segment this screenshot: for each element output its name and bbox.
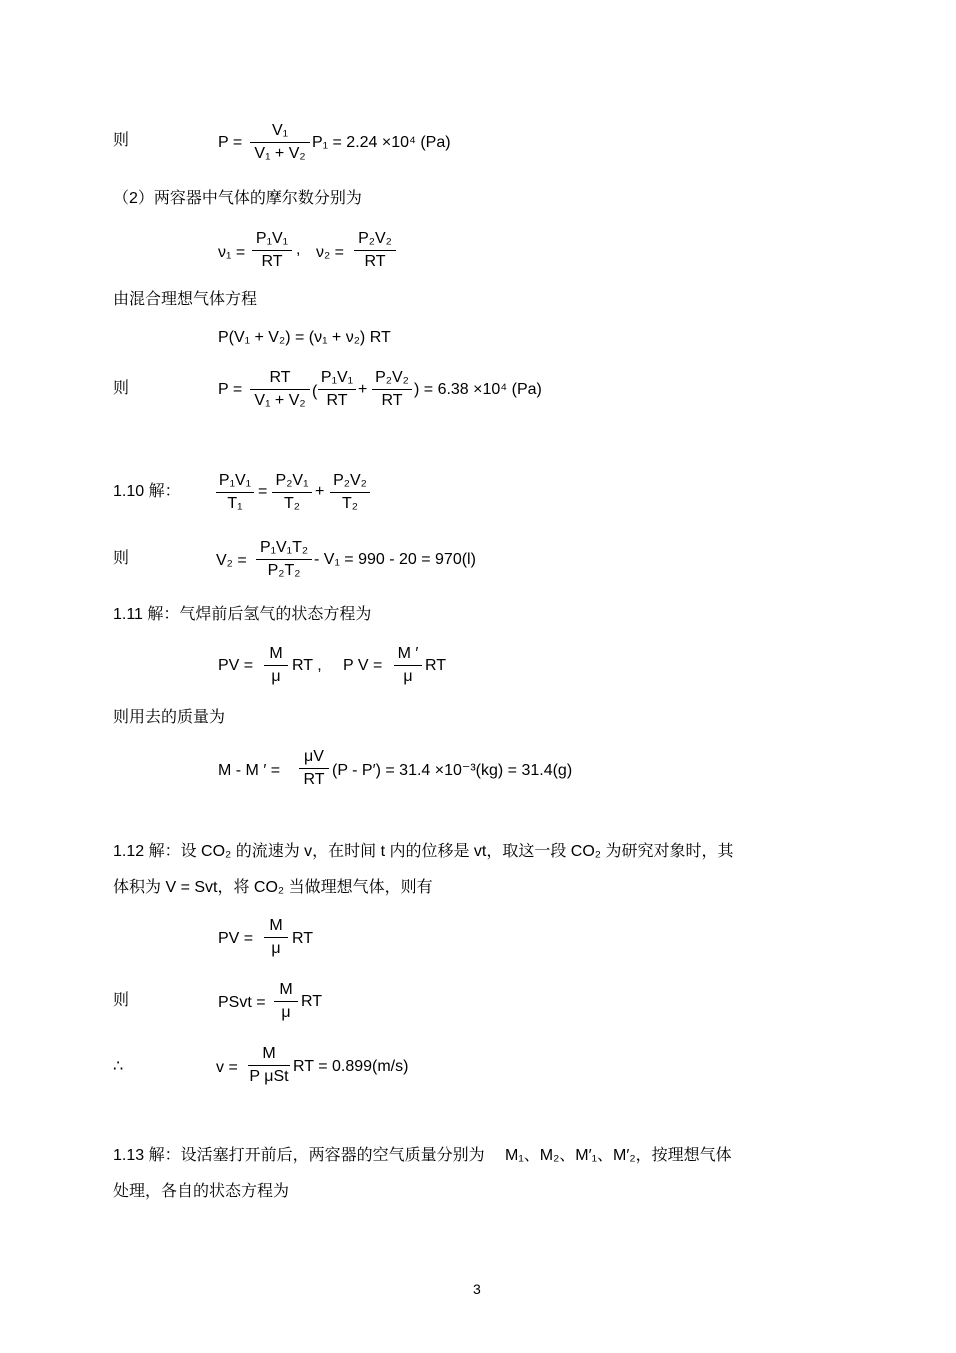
page-number: 3 [473, 1281, 481, 1297]
paragraph: 1.11 解：气焊前后氢气的状态方程为 [113, 606, 372, 623]
numerator: P₂V₁ [275, 472, 309, 489]
fraction [216, 470, 254, 515]
equation-rhs: P₁ = 2.24 ×10⁴ (Pa) [312, 134, 451, 151]
label-ze: 则 [113, 380, 130, 397]
numerator: P₂V₂ [375, 369, 409, 386]
paragraph: 处理，各自的状态方程为 [113, 1183, 290, 1200]
equation: P(V₁ + V₂) = (ν₁ + ν₂) RT [218, 329, 391, 346]
numerator: P₂V₂ [358, 230, 392, 247]
numerator: P₂V₂ [333, 472, 367, 489]
denominator: T₂ [342, 495, 358, 512]
operator: = [258, 483, 268, 500]
separator: , [296, 241, 301, 258]
equation-lhs: ν₂ = [316, 244, 344, 261]
fraction [299, 746, 329, 791]
denominator: V₁ + V₂ [254, 145, 306, 162]
equation-lhs: P = [218, 381, 243, 398]
fraction [250, 120, 310, 165]
denominator: T₁ [227, 495, 243, 512]
denominator: T₂ [284, 495, 300, 512]
operator: + [315, 483, 325, 500]
equation-lhs: V₂ = [216, 552, 247, 569]
equation-rhs: - V₁ = 990 - 20 = 970(l) [314, 551, 476, 568]
denominator: P μSt [249, 1068, 289, 1085]
equation-rhs: RT [292, 930, 314, 947]
numerator: P₁V₁T₂ [259, 539, 309, 556]
paragraph: 1.13 解：设活塞打开前后，两容器的空气质量分别为 M₁、M₂、M′₁、M′₂，按理想气体 [113, 1147, 732, 1164]
numerator: RT [269, 369, 291, 386]
denominator: RT [381, 392, 403, 409]
equation-lhs: PV = [218, 930, 254, 947]
equation-rhs: ) = 6.38 ×10⁴ (Pa) [414, 381, 542, 398]
operator: + [358, 381, 368, 398]
denominator: μ [271, 940, 281, 957]
equation-lhs: ν₁ = [218, 244, 246, 261]
numerator: M [269, 645, 283, 662]
fraction [248, 1043, 290, 1088]
paragraph: 体积为 V = Svt，将 CO₂ 当做理想气体，则有 [113, 879, 433, 896]
denominator: RT [364, 253, 386, 270]
therefore-symbol: ∴ [113, 1058, 124, 1075]
denominator: μ [281, 1004, 291, 1021]
equation-lhs: v = [216, 1059, 238, 1076]
fraction [274, 979, 298, 1024]
numerator: M [279, 981, 293, 998]
section-label: 1.10 解： [113, 483, 181, 500]
fraction [256, 537, 312, 582]
fraction [250, 367, 310, 412]
fraction [330, 470, 370, 515]
fraction [272, 470, 312, 515]
denominator: V₁ + V₂ [254, 392, 306, 409]
denominator: μ [403, 668, 413, 685]
numerator: μV [304, 748, 324, 765]
fraction [264, 915, 288, 960]
equation-lhs: PSvt = [218, 994, 266, 1011]
label-ze: 则 [113, 992, 130, 1009]
equation-lhs: P = [218, 134, 243, 151]
numerator: P₁V₁ [255, 230, 289, 247]
equation-rhs: RT = 0.899(m/s) [293, 1058, 409, 1075]
denominator: RT [326, 392, 348, 409]
label-ze: 则 [113, 132, 130, 149]
numerator: M [262, 1045, 276, 1062]
label-ze: 则 [113, 550, 130, 567]
numerator: P₁V₁ [320, 369, 354, 386]
equation-lhs: M - M ′ = [218, 762, 281, 779]
denominator: RT [261, 253, 283, 270]
numerator: V₁ [271, 122, 289, 139]
equation-rhs: RT [301, 993, 323, 1010]
numerator: P₁V₁ [218, 472, 252, 489]
equation-rhs: RT , [292, 657, 322, 674]
numerator: M [269, 917, 283, 934]
fraction [264, 643, 288, 688]
fraction [372, 367, 412, 412]
fraction [394, 643, 422, 688]
paragraph: 则用去的质量为 [113, 709, 226, 726]
paren: ( [312, 383, 318, 400]
paragraph: （2）两容器中气体的摩尔数分别为 [113, 190, 362, 207]
equation-lhs: PV = [218, 657, 254, 674]
paragraph: 由混合理想气体方程 [113, 291, 258, 308]
denominator: P₂T₂ [267, 562, 301, 579]
equation-rhs: RT [425, 657, 447, 674]
equation-lhs: P V = [343, 657, 383, 674]
fraction [354, 228, 396, 273]
denominator: RT [303, 771, 325, 788]
numerator: M ′ [397, 645, 419, 662]
denominator: μ [271, 668, 281, 685]
paragraph: 1.12 解：设 CO₂ 的流速为 v，在时间 t 内的位移是 vt，取这一段 CO₂ 为研究对象时，其 [113, 843, 734, 860]
fraction [252, 228, 292, 273]
equation-rhs: (P - P′) = 31.4 ×10⁻³(kg) = 31.4(g) [332, 762, 573, 779]
fraction [318, 367, 356, 412]
